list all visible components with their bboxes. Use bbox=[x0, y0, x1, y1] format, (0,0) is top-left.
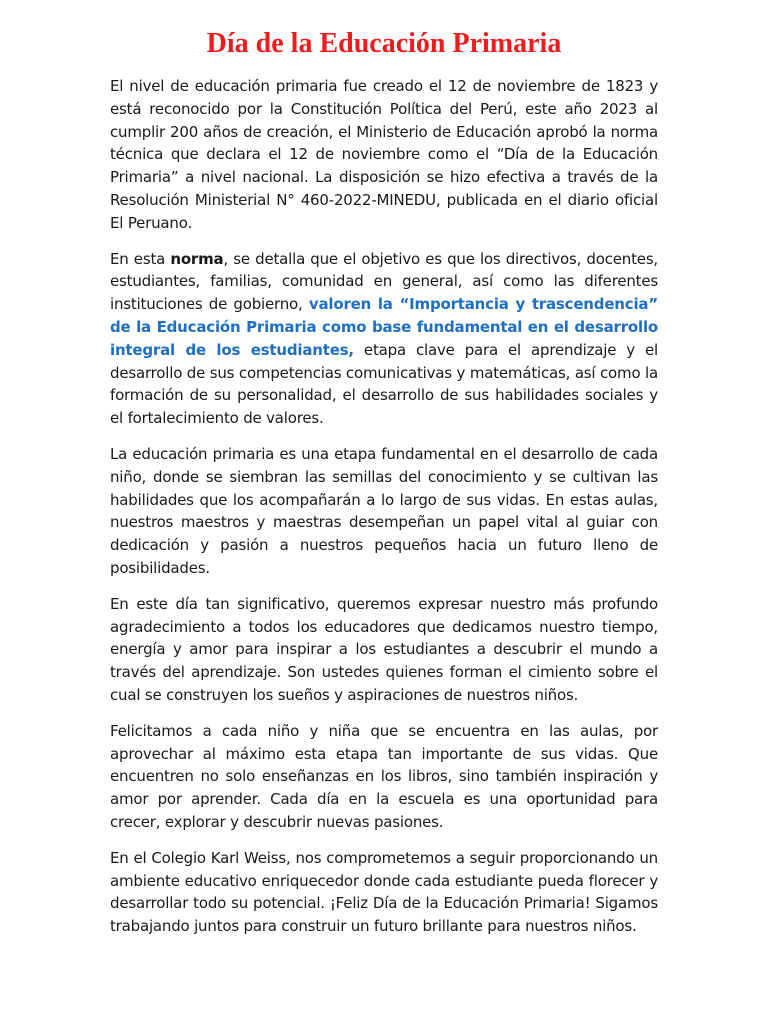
paragraph-6: En el Colegio Karl Weiss, nos comprometemos a seguir proporcionando un ambiente educativo enriquecedor donde cada estudiante pueda florecer y desarrollar todo su potencial. ¡Feliz Día de la Educación Primaria! Sigamos trabajando juntos para construir un futuro brillante para nuestros niños. bbox=[110, 848, 658, 936]
paragraph-5: Felicitamos a cada niño y niña que se encuentra en las aulas, por aprovechar al máximo esta etapa tan importante de sus vidas. Que encuentren no solo enseñanzas en los libros, sino también inspiración y amor por aprender. Cada día en la escuela es una oportunidad para crecer, explorar y descubrir nuevas pasiones. bbox=[110, 721, 658, 831]
paragraph-2-text-a: En esta bbox=[110, 249, 171, 268]
paragraph-1: El nivel de educación primaria fue creado el 12 de noviembre de 1823 y está reconocido por la Constitución Política del Perú, este año 2023 al cumplir 200 años de creación, el Ministerio de Educación aprobó la norma técnica que declara el 12 de noviembre como el “Día de la Educación Primaria” a nivel nacional. La disposición se hizo efectiva a través de la Resolución Ministerial N° 460-2022-MINEDU, publicada en el diario oficial El Peruano. bbox=[110, 77, 658, 232]
paragraph-2-text-c: etapa clave para el aprendizaje y el desarrollo de sus competencias comunicativas y matemáticas, así como la formación de su personalidad, el desarrollo de sus habilidades sociales y el fortalecimiento de valores. bbox=[110, 340, 659, 428]
paragraph-2 bbox=[110, 248, 658, 430]
highlighted-statement: valoren la “Importancia y trascendencia” de la Educación Primaria como base fundamental en el desarrollo integral de los estudiantes, bbox=[110, 295, 658, 359]
paragraph-2-text-b: , se detalla que el objetivo es que los directivos, docentes, estudiantes, familias, comunidad en general, así como las diferentes instituciones de gobierno, bbox=[110, 249, 658, 314]
paragraph-4: En este día tan significativo, queremos expresar nuestro más profundo agradecimiento a todos los educadores que dedicamos nuestro tiempo, energía y amor para inspirar a los estudiantes a descubrir el mundo a través del aprendizaje. Son ustedes quienes forman el cimiento sobre el cual se construyen los sueños y aspiraciones de nuestros niños. bbox=[110, 594, 658, 704]
document-body bbox=[110, 75, 658, 951]
page-title: Día de la Educación Primaria bbox=[206, 28, 562, 59]
bold-term-norma: norma bbox=[170, 249, 224, 268]
paragraph-3: La educación primaria es una etapa fundamental en el desarrollo de cada niño, donde se siembran las semillas del conocimiento y se cultivan las habilidades que los acompañarán a lo largo de sus vidas. En estas aulas, nuestros maestros y maestras desempeñan un papel vital al guiar con dedicación y pasión a nuestros pequeños hacia un futuro lleno de posibilidades. bbox=[110, 444, 658, 577]
